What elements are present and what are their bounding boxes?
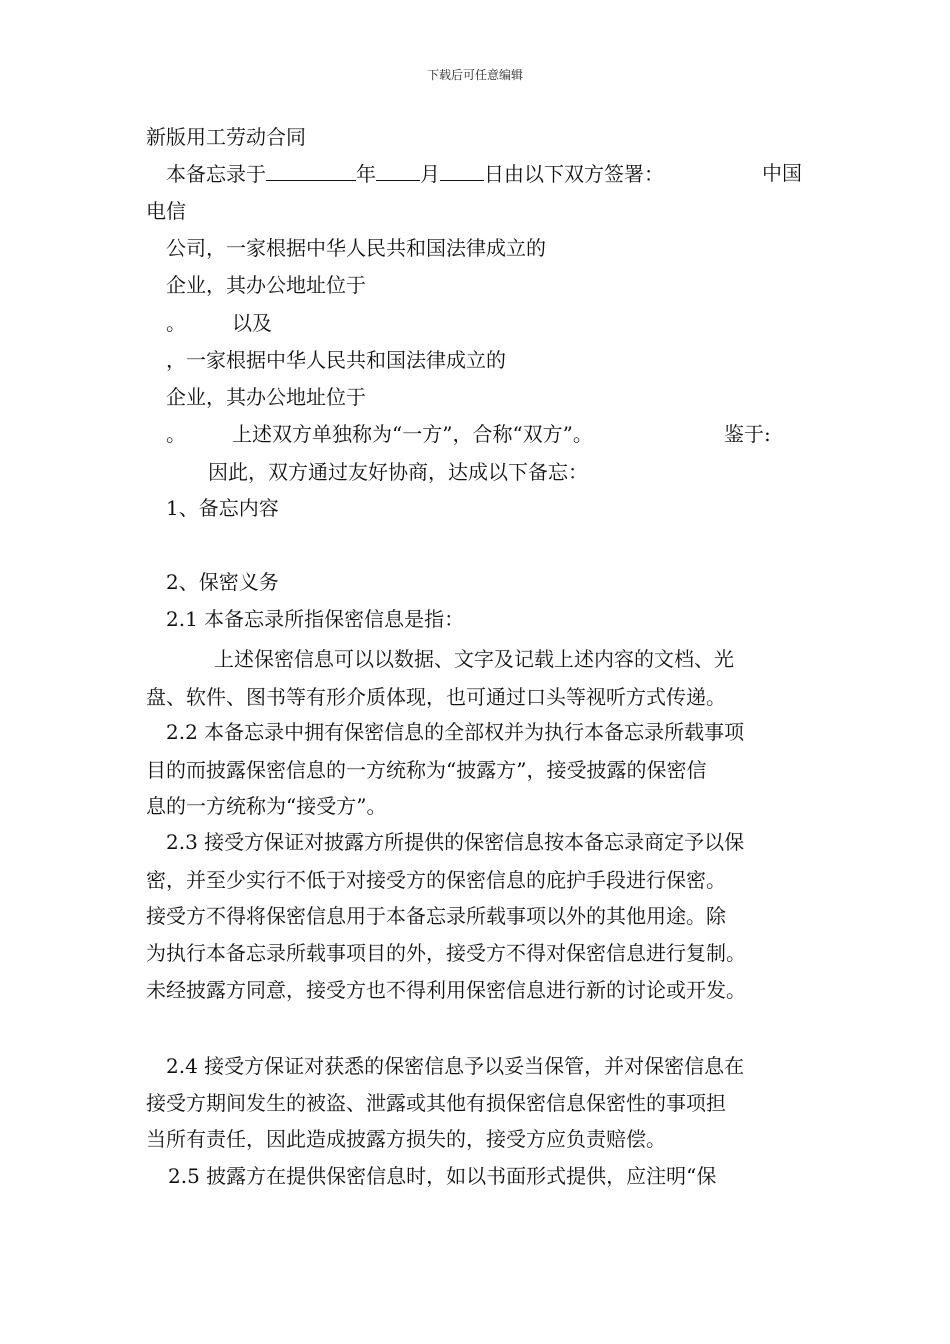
- clause-2-5-line: 2.5 披露方在提供保密信息时，如以书面形式提供，应注明“保: [168, 1164, 717, 1188]
- and-party-dot: 。: [166, 311, 186, 335]
- clause-2-1: 2.1 本备忘录所指保密信息是指：: [166, 607, 465, 631]
- date-month-blank: [376, 160, 420, 181]
- clause-2-4-line: 接受方期间发生的被盗、泄露或其他有损保密信息保密性的事项担: [146, 1091, 726, 1115]
- clause-2-3-line: 未经披露方同意，接受方也不得利用保密信息进行新的讨论或开发。: [146, 978, 746, 1002]
- enterprise-line-1: 企业，其办公地址位于: [166, 273, 366, 297]
- date-year-blank: [266, 160, 356, 181]
- intro-text-5: 中国: [762, 161, 802, 185]
- intro-text-2: 年: [356, 162, 376, 186]
- whereas-label: 鉴于:: [724, 422, 771, 446]
- and-party-text: 以及: [232, 311, 272, 335]
- clause-2-4-line: 2.4 接受方保证对获悉的保密信息予以妥当保管，并对保密信息在: [166, 1054, 745, 1078]
- clause-2-3-line: 为执行本备忘录所载事项目的外，接受方不得对保密信息进行复制。: [146, 941, 746, 965]
- clause-2-3-line: 密，并至少实行不低于对接受方的保密信息的庇护手段进行保密。: [146, 868, 726, 892]
- clause-2-4-line: 当所有责任，因此造成披露方损失的，接受方应负责赔偿。: [146, 1127, 666, 1151]
- document-title: 新版用工劳动合同: [146, 125, 306, 149]
- date-day-blank: [440, 160, 484, 181]
- intro-text-4: 日由以下双方签署：: [484, 162, 664, 186]
- intro-text-1: 本备忘录于: [166, 162, 266, 186]
- intro-line: [166, 160, 664, 187]
- section-1-heading: 1、备忘内容: [166, 496, 279, 520]
- intro-text-3: 月: [420, 162, 440, 186]
- therefore-line: 因此，双方通过友好协商，达成以下备忘：: [208, 460, 588, 484]
- company-line-1: 公司，一家根据中华人民共和国法律成立的: [166, 236, 546, 260]
- clause-2-1-body-line: 盘、软件、图书等有形介质体现，也可通过口头等视听方式传递。: [146, 685, 726, 709]
- clause-2-2-line: 息的一方统称为“接受方”。: [146, 794, 387, 818]
- page-header-note: 下载后可任意编辑: [426, 68, 523, 82]
- clause-2-3-line: 接受方不得将保密信息用于本备忘录所载事项以外的其他用途。除: [146, 904, 726, 928]
- clause-2-2-line: 2.2 本备忘录中拥有保密信息的全部权并为执行本备忘录所载事项: [166, 720, 745, 744]
- telecom-line: 电信: [146, 199, 186, 223]
- enterprise-line-2: 企业，其办公地址位于: [166, 385, 366, 409]
- section-2-heading: 2、保密义务: [166, 570, 279, 594]
- clause-2-3-line: 2.3 接受方保证对披露方所提供的保密信息按本备忘录商定予以保: [166, 830, 745, 854]
- parties-dot: 。: [166, 422, 186, 446]
- parties-definition: 上述双方单独称为“一方”，合称“双方”。: [232, 422, 593, 446]
- company-line-2: ，一家根据中华人民共和国法律成立的: [166, 348, 506, 372]
- clause-2-2-line: 目的而披露保密信息的一方统称为“披露方”，接受披露的保密信: [146, 758, 707, 782]
- clause-2-1-body-line: 上述保密信息可以以数据、文字及记载上述内容的文档、光: [214, 647, 734, 671]
